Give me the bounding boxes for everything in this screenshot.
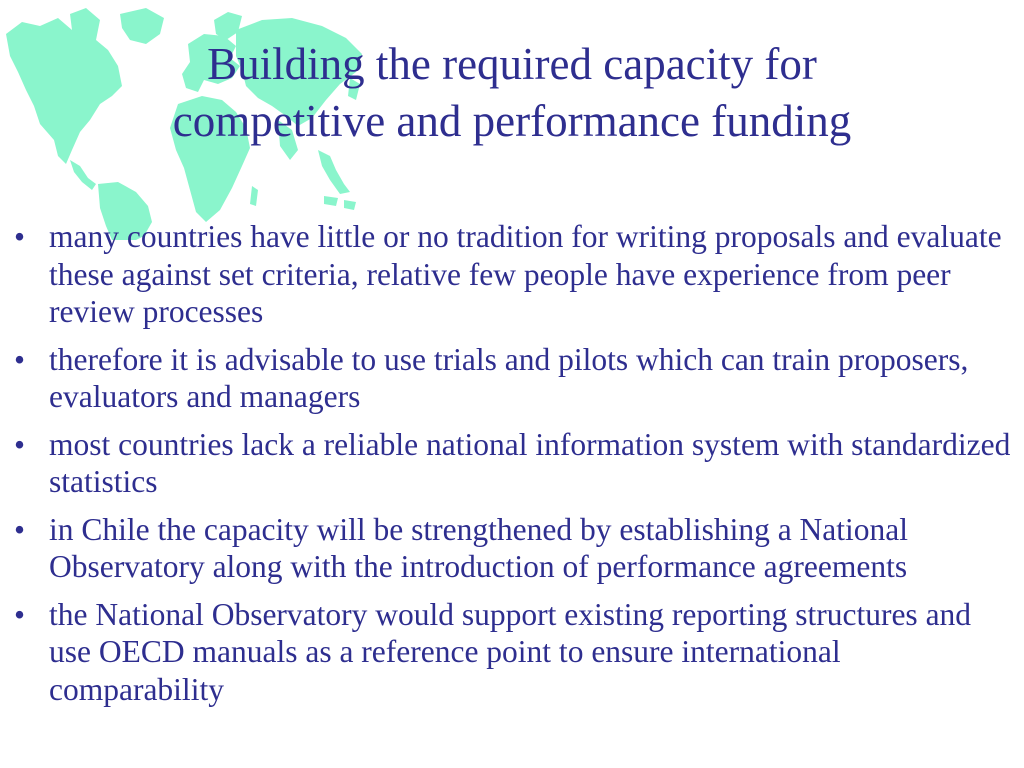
bullet-text: the National Observatory would support existing reporting structures and use OECD manuals as a reference point to ensure international comparability xyxy=(49,596,972,707)
bullet-icon: • xyxy=(14,341,26,377)
bullet-text: in Chile the capacity will be strengthened by establishing a National Observatory along with the introduction of performance agreements xyxy=(49,511,909,584)
bullet-icon: • xyxy=(14,596,26,632)
slide-title xyxy=(40,36,984,150)
bullet-icon: • xyxy=(14,426,26,462)
slide-title-line-1: Building the required capacity for xyxy=(207,39,817,89)
slide-title-line-2: competitive and performance funding xyxy=(172,96,852,146)
bullet-item xyxy=(14,426,1014,501)
bullet-text: therefore it is advisable to use trials and pilots which can train proposers, evaluators and managers xyxy=(49,341,969,414)
bullet-item xyxy=(14,341,1014,416)
bullet-text: most countries lack a reliable national information system with standardized statistics xyxy=(49,426,1011,499)
bullet-icon: • xyxy=(14,511,26,547)
bullet-item xyxy=(14,218,1014,331)
bullet-item xyxy=(14,511,1014,586)
bullet-list xyxy=(14,218,1014,718)
bullet-icon: • xyxy=(14,219,26,254)
bullet-text: many countries have little or no tradition for writing proposals and evaluate these against set criteria, relative few people have experience from peer review processes xyxy=(49,219,1002,329)
bullet-item xyxy=(14,596,1014,709)
